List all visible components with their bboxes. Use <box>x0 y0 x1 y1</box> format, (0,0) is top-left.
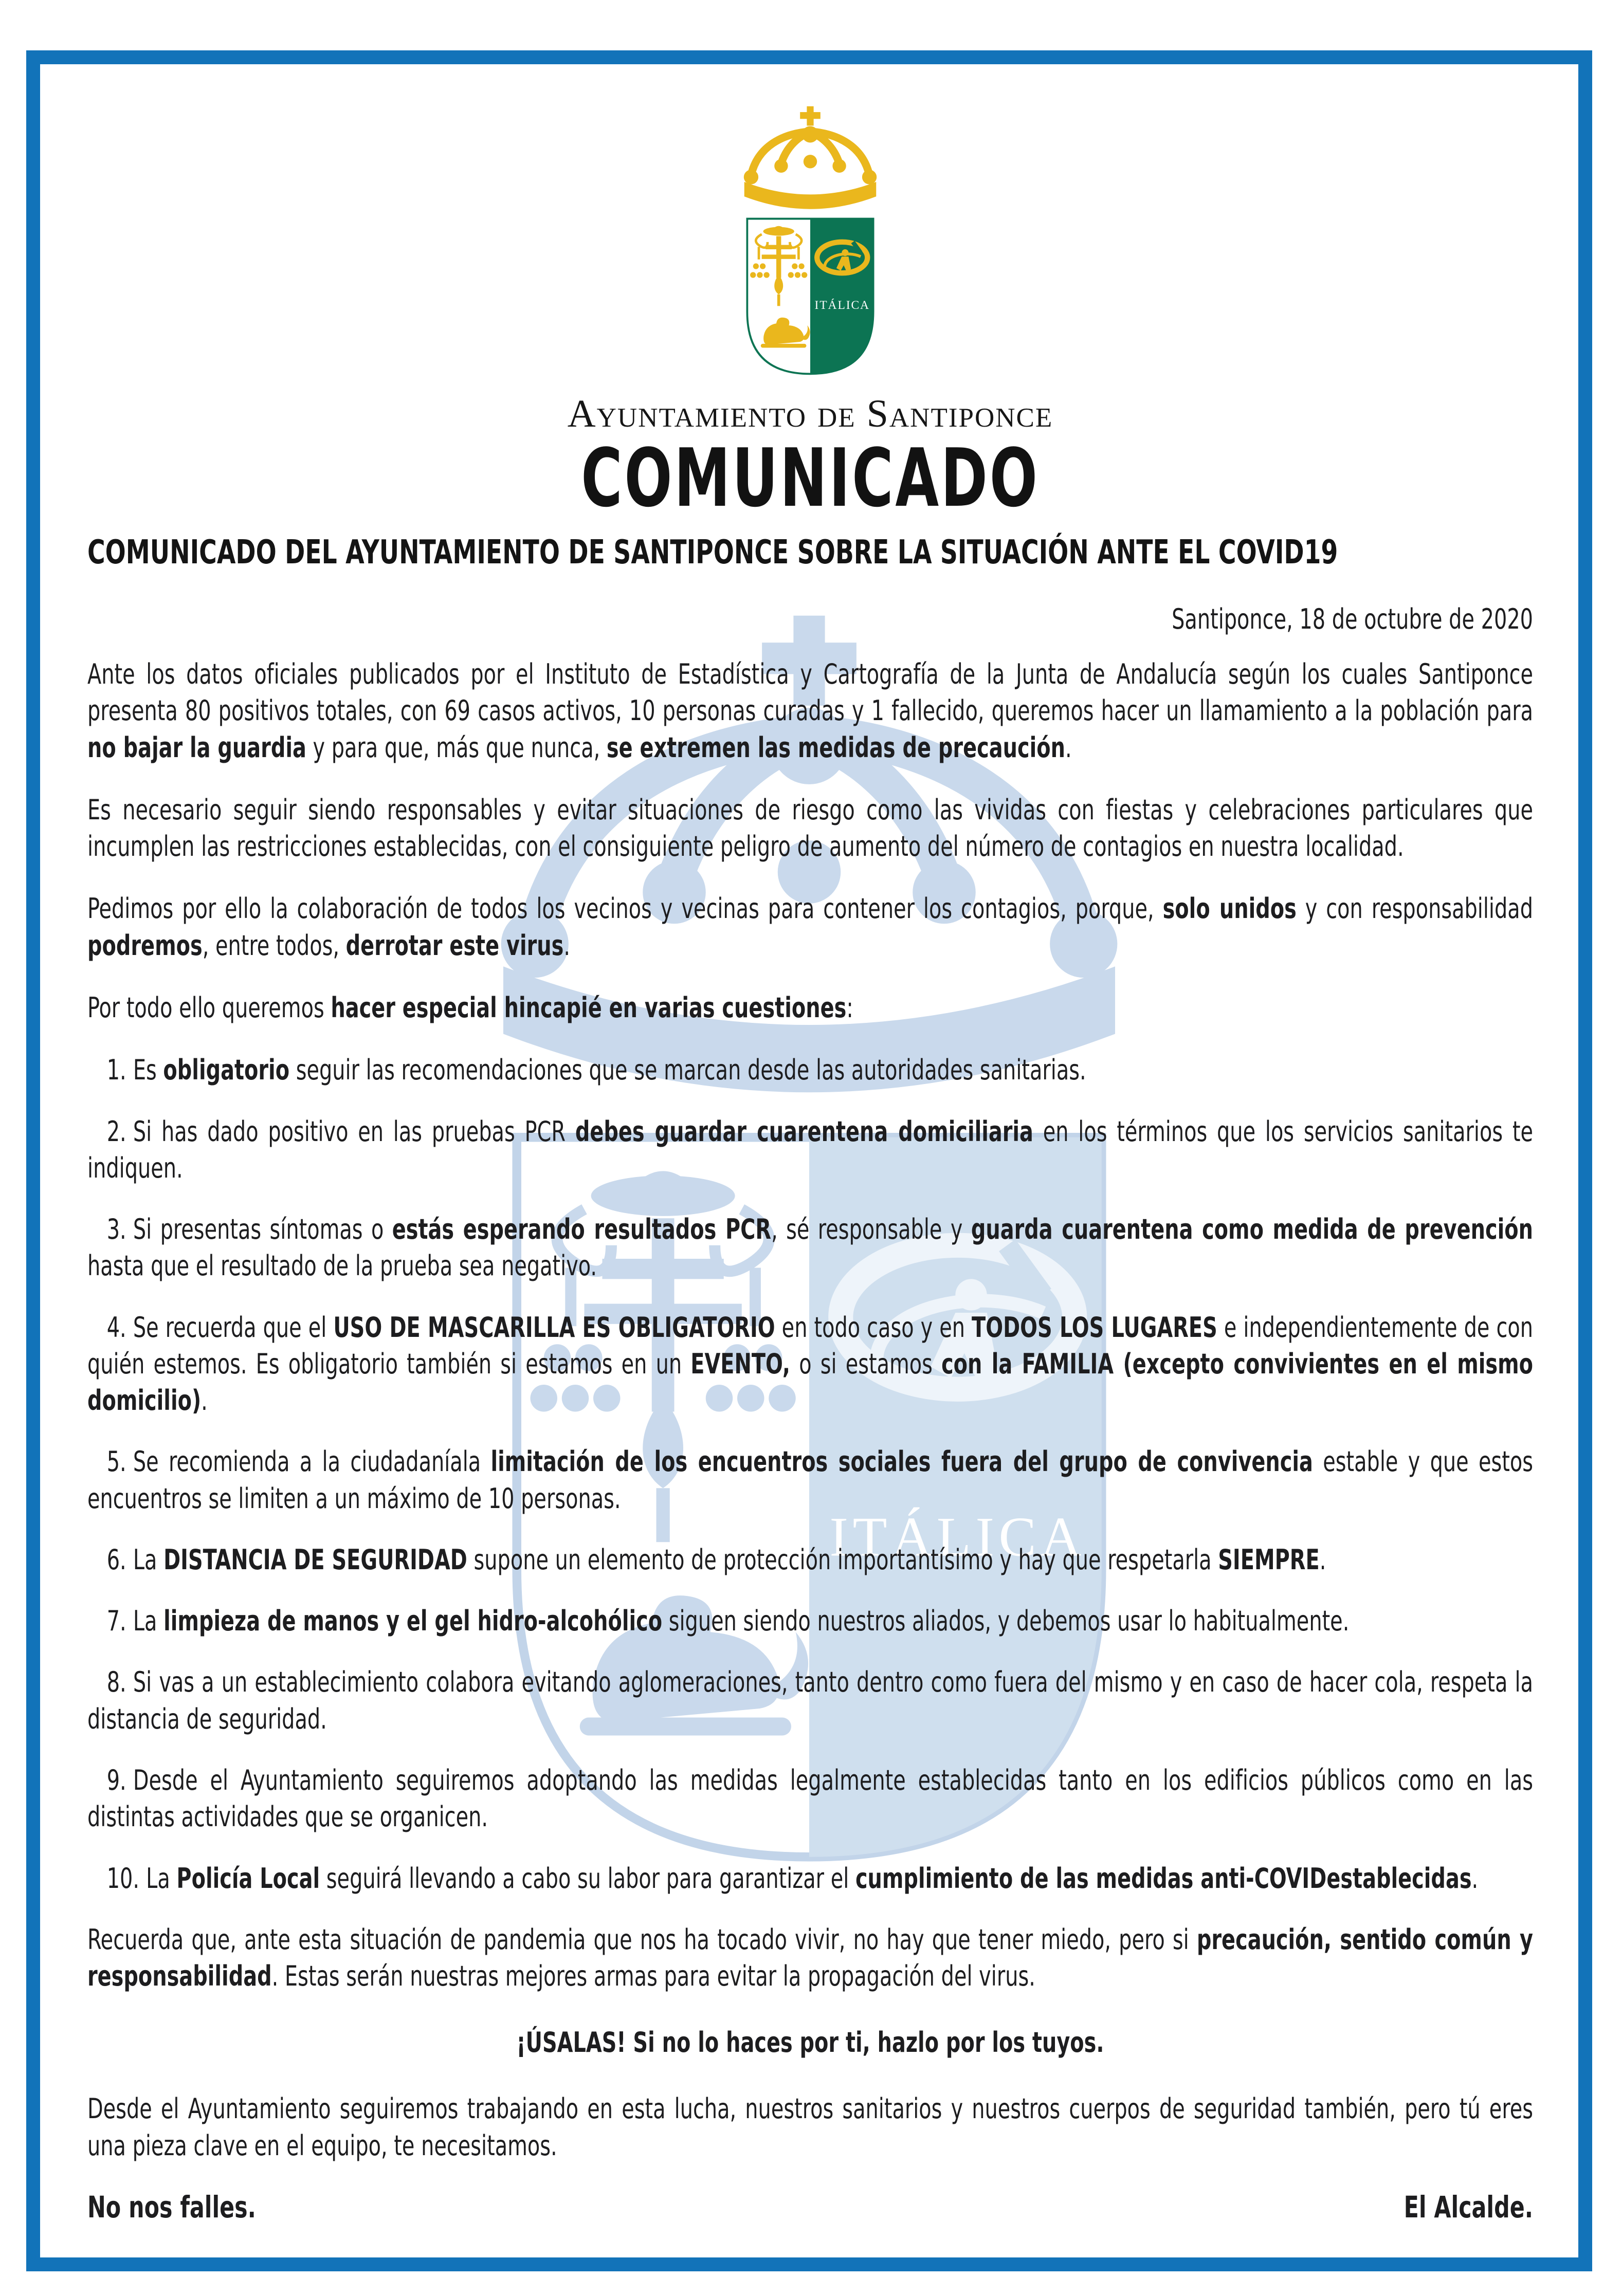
text-run: Si has dado positivo en las pruebas PCR <box>133 1115 575 1148</box>
list-item-text <box>87 1311 1533 1417</box>
text-run: La <box>133 1605 164 1638</box>
paragraph-hincapie <box>87 989 1533 1026</box>
list-item-text <box>87 1213 1533 1282</box>
list-item-2 <box>87 1113 1533 1187</box>
bold-text-run: TODOS LOS LUGARES <box>972 1311 1217 1344</box>
text-run: Se recuerda que el <box>133 1311 334 1344</box>
list-item-1 <box>87 1052 1533 1088</box>
paragraph-final <box>87 2090 1533 2164</box>
text-run: Desde el Ayuntamiento seguiremos adoptando las medidas legalmente establecidas tanto en los edificios públicos como en las distintas actividades que se organicen. <box>87 1764 1533 1833</box>
list-item-number: 1. <box>106 1054 126 1087</box>
list-item-number: 7. <box>106 1605 126 1638</box>
paragraph-recuerda <box>87 1921 1533 1995</box>
text-run: Se recomienda a la ciudadaníala <box>133 1445 491 1478</box>
text-run: Si vas a un establecimiento colabora evitando aglomeraciones, tanto dentro como fuera del mismo y en caso de hacer cola, respeta la distancia de seguridad. <box>87 1666 1533 1735</box>
text-run: La <box>146 1862 177 1895</box>
list-item-text <box>87 1764 1533 1833</box>
list-item-text <box>87 1445 1533 1514</box>
paragraph-colaboracion <box>87 890 1533 964</box>
text-run: estable y que estos encuentros se limiten a un máximo de 10 personas. <box>87 1445 1533 1515</box>
text-run: y con responsabilidad <box>1296 892 1534 925</box>
text-run: Ante los datos oficiales publicados por el Instituto de Estadística y Cartografía de la Junta de Andalucía según los cuales Santiponce presenta 80 positivos totales, con 69 casos activos, 10 personas curadas y 1 fallecido, queremos hacer un llamamiento a la población para <box>87 658 1533 727</box>
list-item-number: 9. <box>106 1764 126 1796</box>
list-item-text <box>146 1862 1478 1895</box>
bold-text-run: EVENTO, <box>690 1347 791 1380</box>
page-frame <box>26 50 1592 2271</box>
bold-text-run: con la FAMILIA (excepto convivientes en el mismo domicilio) <box>87 1347 1533 1417</box>
bold-text-run: USO DE MASCARILLA ES OBLIGATORIO <box>333 1311 775 1344</box>
text-run: Si presentas síntomas o <box>133 1213 392 1246</box>
list-item-number: 6. <box>106 1543 126 1576</box>
paragraph-datos-oficiales <box>87 656 1533 766</box>
bold-text-run: no bajar la guardia <box>87 731 306 764</box>
list-item-number: 10. <box>106 1862 140 1895</box>
signature-row <box>87 2190 1533 2225</box>
text-run: Pedimos por ello la colaboración de todos los vecinos y vecinas para contener los contagios, porque, <box>87 892 1163 925</box>
text-run: La <box>133 1543 164 1576</box>
text-run: y para que, más que nunca, <box>306 731 607 764</box>
list-item-number: 8. <box>106 1666 126 1699</box>
bold-text-run: se extremen las medidas de precaución <box>606 731 1065 764</box>
text-run: . <box>201 1384 208 1417</box>
list-item-8 <box>87 1664 1533 1737</box>
text-run: en los términos que los servicios sanitarios te indiquen. <box>87 1115 1533 1184</box>
text-run: Es <box>133 1054 163 1087</box>
text-run: e independientemente de con quién estemos. Es obligatorio también si estamos en un <box>87 1311 1533 1380</box>
text-run: , entre todos, <box>202 929 346 962</box>
text-run: : <box>846 991 853 1024</box>
bold-text-run: podremos <box>87 929 203 962</box>
bold-text-run: limitación de los encuentros sociales fuera del grupo de convivencia <box>490 1445 1313 1478</box>
bold-text-run: cumplimiento de las medidas anti-COVIDestablecidas <box>855 1862 1472 1895</box>
text-run: . <box>1471 1862 1479 1895</box>
document-heading: COMUNICADO DEL AYUNTAMIENTO DE SANTIPONCE SOBRE LA SITUACIÓN ANTE EL COVID19 <box>87 534 1338 572</box>
bold-text-run: estás esperando resultados PCR <box>392 1213 772 1246</box>
bold-text-run: DISTANCIA DE SEGURIDAD <box>163 1543 467 1576</box>
bold-text-run: SIEMPRE <box>1218 1543 1320 1576</box>
list-item-number: 2. <box>106 1115 126 1148</box>
text-run: seguir las recomendaciones que se marcan desde las autoridades sanitarias. <box>289 1054 1086 1087</box>
text-run: o si estamos <box>790 1347 942 1380</box>
numbered-list <box>87 1052 1533 1897</box>
text-run: en todo caso y en <box>775 1311 972 1344</box>
list-item-10 <box>87 1860 1533 1897</box>
list-item-5 <box>87 1443 1533 1517</box>
list-item-text <box>87 1666 1533 1735</box>
dateline: Santiponce, 18 de octubre de 2020 <box>1172 603 1533 636</box>
list-item-number: 4. <box>106 1311 126 1344</box>
text-run: Recuerda que, ante esta situación de pandemia que nos ha tocado vivir, no hay que tener miedo, pero si <box>87 1923 1197 1956</box>
text-run: Es necesario seguir siendo responsables y evitar situaciones de riesgo como las vividas con fiestas y celebraciones particulares que incumplen las restricciones establecidas, con el consiguiente peligro de aumento del número de contagios en nuestra localidad. <box>87 793 1533 863</box>
list-item-text <box>133 1605 1350 1637</box>
bold-text-run: hacer especial hincapié en varias cuestiones <box>331 991 847 1024</box>
bold-text-run: precaución, sentido común y responsabilidad <box>87 1923 1534 1993</box>
list-item-text <box>133 1544 1326 1576</box>
text-run: . <box>1065 731 1072 764</box>
list-item-number: 5. <box>106 1445 126 1478</box>
list-item-9 <box>87 1762 1533 1835</box>
bold-text-run: limpieza de manos y el gel hidro-alcohólico <box>163 1605 663 1638</box>
list-item-text <box>87 1115 1533 1184</box>
paragraph-responsables <box>87 792 1533 865</box>
organization-title: Ayuntamiento de Santiponce <box>567 392 1053 435</box>
list-item-7 <box>87 1603 1533 1639</box>
list-item-3 <box>87 1211 1533 1284</box>
text-run: . <box>1319 1543 1326 1576</box>
signature-left: No nos falles. <box>87 2189 256 2225</box>
text-run: Por todo ello queremos <box>87 991 331 1024</box>
bold-text-run: derrotar este virus <box>345 929 564 962</box>
text-run: Desde el Ayuntamiento seguiremos trabajando en esta lucha, nuestros sanitarios y nuestros cuerpos de seguridad también, pero tú eres una pieza clave en el equipo, te necesitamos. <box>87 2092 1533 2162</box>
bold-text-run: obligatorio <box>163 1054 290 1087</box>
bold-text-run: Policía Local <box>176 1862 320 1895</box>
text-run: siguen siendo nuestros aliados, y debemos usar lo habitualmente. <box>662 1605 1350 1638</box>
text-run: supone un elemento de protección importantísimo y hay que respetarla <box>467 1543 1218 1576</box>
text-run: . Estas serán nuestras mejores armas para evitar la propagación del virus. <box>271 1960 1035 1993</box>
text-run: , sé responsable y <box>771 1213 971 1246</box>
signature-right: El Alcalde. <box>1404 2189 1533 2225</box>
list-item-6 <box>87 1541 1533 1578</box>
list-item-4 <box>87 1309 1533 1419</box>
bold-text-run: guarda cuarentena como medida de prevención <box>971 1213 1533 1246</box>
coat-of-arms-logo <box>733 104 888 385</box>
document-content <box>40 64 1578 2225</box>
list-item-text <box>133 1054 1086 1086</box>
document-body <box>87 532 1533 2225</box>
usalas-line: ¡ÚSALAS! Si no lo haces por ti, hazlo por los tuyos. <box>516 2026 1104 2059</box>
bold-text-run: debes guardar cuarentena domiciliaria <box>575 1115 1033 1148</box>
bold-text-run: solo unidos <box>1162 892 1297 925</box>
text-run: . <box>563 929 570 962</box>
document-type-title: COMUNICADO <box>581 431 1040 525</box>
text-run: seguirá llevando a cabo su labor para garantizar el <box>320 1862 855 1895</box>
list-item-number: 3. <box>106 1213 126 1246</box>
text-run: hasta que el resultado de la prueba sea negativo. <box>87 1250 597 1282</box>
